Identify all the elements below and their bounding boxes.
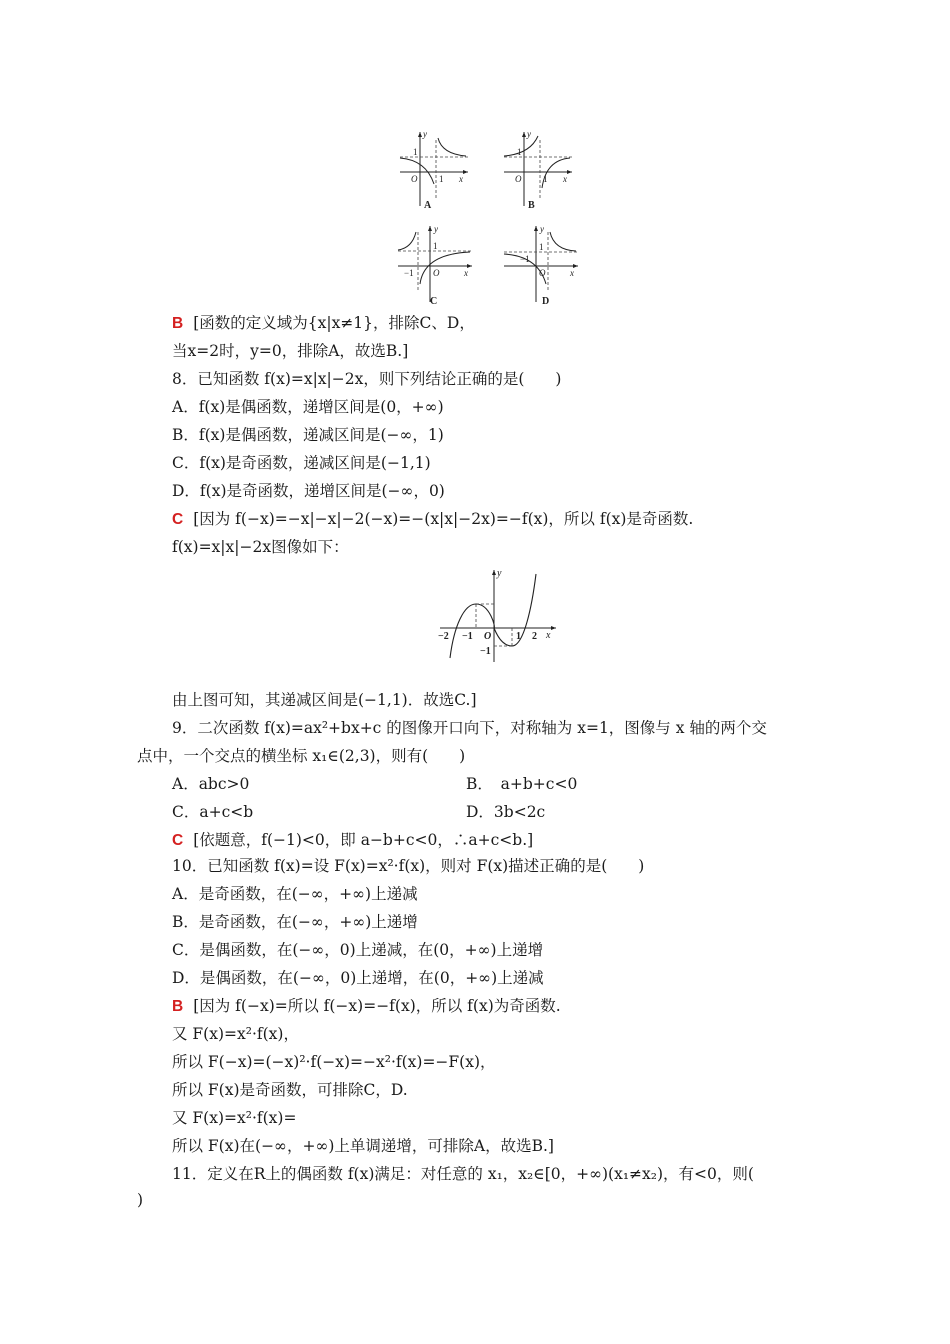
svg-text:1: 1: [539, 242, 544, 252]
q10-option-a: A．是奇函数，在(−∞，+∞)上递减: [172, 885, 418, 903]
svg-text:−1: −1: [480, 646, 491, 657]
q8-option-a: A．f(x)是偶函数，递增区间是(0，+∞): [172, 398, 444, 416]
q7-explanation-line-2: 当x=2时，y=0，排除A，故选B.]: [172, 342, 409, 360]
svg-text:x: x: [459, 174, 463, 184]
q11-stem-line-1: 11．定义在R上的偶函数 f(x)满足：对任意的 x₁，x₂∈[0，+∞)(x₁≠x₂)，有<0，则(: [172, 1165, 754, 1183]
svg-text:1: 1: [413, 147, 418, 157]
graph-d-label: D: [542, 296, 550, 306]
q10-explanation-line-2: 又 F(x)=x²·f(x)，: [172, 1025, 299, 1043]
q9-option-a: A．abc>0: [172, 775, 250, 793]
q8-stem: 8．已知函数 f(x)=x|x|−2x，则下列结论正确的是( ): [172, 370, 562, 388]
q9-option-b: B． a+b+c<0: [466, 775, 578, 793]
graph-c: [394, 222, 478, 306]
svg-text:O: O: [411, 174, 418, 184]
q9-stem-line-2: 点中，一个交点的横坐标 x₁∈(2,3)，则有( ): [137, 747, 466, 765]
q10-explanation-line-3: 所以 F(−x)=(−x)²·f(−x)=−x²·f(x)=−F(x)，: [172, 1053, 496, 1071]
q10-option-c: C．是偶函数，在(−∞，0)上递减，在(0，+∞)上递增: [172, 941, 544, 959]
q9-option-c: C．a+c<b: [172, 803, 254, 821]
svg-text:y: y: [527, 129, 531, 139]
svg-text:O: O: [433, 268, 440, 278]
svg-text:y: y: [540, 224, 544, 234]
svg-text:O: O: [539, 268, 546, 278]
q10-explanation-line-5: 又 F(x)=x²·f(x)=: [172, 1109, 297, 1127]
q8-explanation-line-2: f(x)=x|x|−2x图像如下：: [172, 538, 349, 556]
svg-text:1: 1: [543, 174, 548, 184]
q10-option-b: B．是奇函数，在(−∞，+∞)上递增: [172, 913, 418, 931]
graph-d: [500, 222, 584, 306]
q9-answer: C: [172, 832, 184, 849]
svg-text:−1: −1: [462, 631, 473, 642]
q10-explanation-line-4: 所以 F(x)是奇函数，可排除C，D.: [172, 1081, 408, 1099]
q10-option-d: D．是偶函数，在(−∞，0)上递增，在(0，+∞)上递减: [172, 969, 544, 987]
svg-text:−2: −2: [438, 631, 449, 642]
svg-text:−1: −1: [520, 254, 530, 264]
q9-option-d: D．3b<2c: [466, 803, 546, 821]
q8-function-graph: [436, 566, 560, 664]
svg-text:O: O: [484, 631, 492, 642]
svg-text:2: 2: [532, 631, 537, 642]
svg-text:1: 1: [517, 147, 522, 157]
q10-explanation-line-1: B [因为 f(−x)=所以 f(−x)=−f(x)，所以 f(x)为奇函数.: [172, 997, 561, 1015]
svg-text:y: y: [434, 224, 438, 234]
q9-explanation: C [依题意，f(−1)<0，即 a−b+c<0，∴a+c<b.]: [172, 831, 534, 849]
svg-text:x: x: [563, 174, 567, 184]
svg-text:y: y: [423, 129, 427, 139]
graph-a-label: A: [424, 200, 432, 210]
q10-stem: 10．已知函数 f(x)=设 F(x)=x²·f(x)，则对 F(x)描述正确的是( ): [172, 857, 645, 875]
svg-text:x: x: [464, 268, 468, 278]
q8-option-c: C．f(x)是奇函数，递减区间是(−1,1): [172, 454, 431, 472]
graph-b: [500, 126, 576, 210]
svg-text:x: x: [546, 630, 551, 641]
graph-a: [396, 126, 472, 210]
q8-option-b: B．f(x)是偶函数，递减区间是(−∞，1): [172, 426, 444, 444]
q8-explanation-line-1: C [因为 f(−x)=−x|−x|−2(−x)=−(x|x|−2x)=−f(x)，所以 f(x)是奇函数.: [172, 510, 694, 528]
graph-c-label: C: [430, 296, 438, 306]
q9-stem-line-1: 9．二次函数 f(x)=ax²+bx+c 的图像开口向下，对称轴为 x=1，图像与 x 轴的两个交: [172, 719, 767, 737]
svg-text:y: y: [497, 568, 502, 579]
svg-text:1: 1: [439, 174, 444, 184]
svg-text:O: O: [515, 174, 522, 184]
q8-option-d: D．f(x)是奇函数，递增区间是(−∞，0): [172, 482, 445, 500]
q7-answer: B: [172, 315, 184, 332]
q10-explanation-line-6: 所以 F(x)在(−∞，+∞)上单调递增，可排除A，故选B.]: [172, 1137, 554, 1155]
q8-answer: C: [172, 511, 184, 528]
svg-text:1: 1: [516, 631, 521, 642]
q8-explanation-line-3: 由上图可知，其递减区间是(−1,1)．故选C.]: [172, 691, 477, 709]
svg-text:−1: −1: [404, 268, 414, 278]
q7-explanation-line-1: B [函数的定义域为{x|x≠1}，排除C、D，: [172, 314, 475, 332]
svg-text:1: 1: [433, 241, 438, 251]
svg-text:x: x: [570, 268, 574, 278]
q10-answer: B: [172, 998, 184, 1015]
q11-stem-line-2: ): [137, 1191, 144, 1209]
graph-b-label: B: [528, 200, 535, 210]
